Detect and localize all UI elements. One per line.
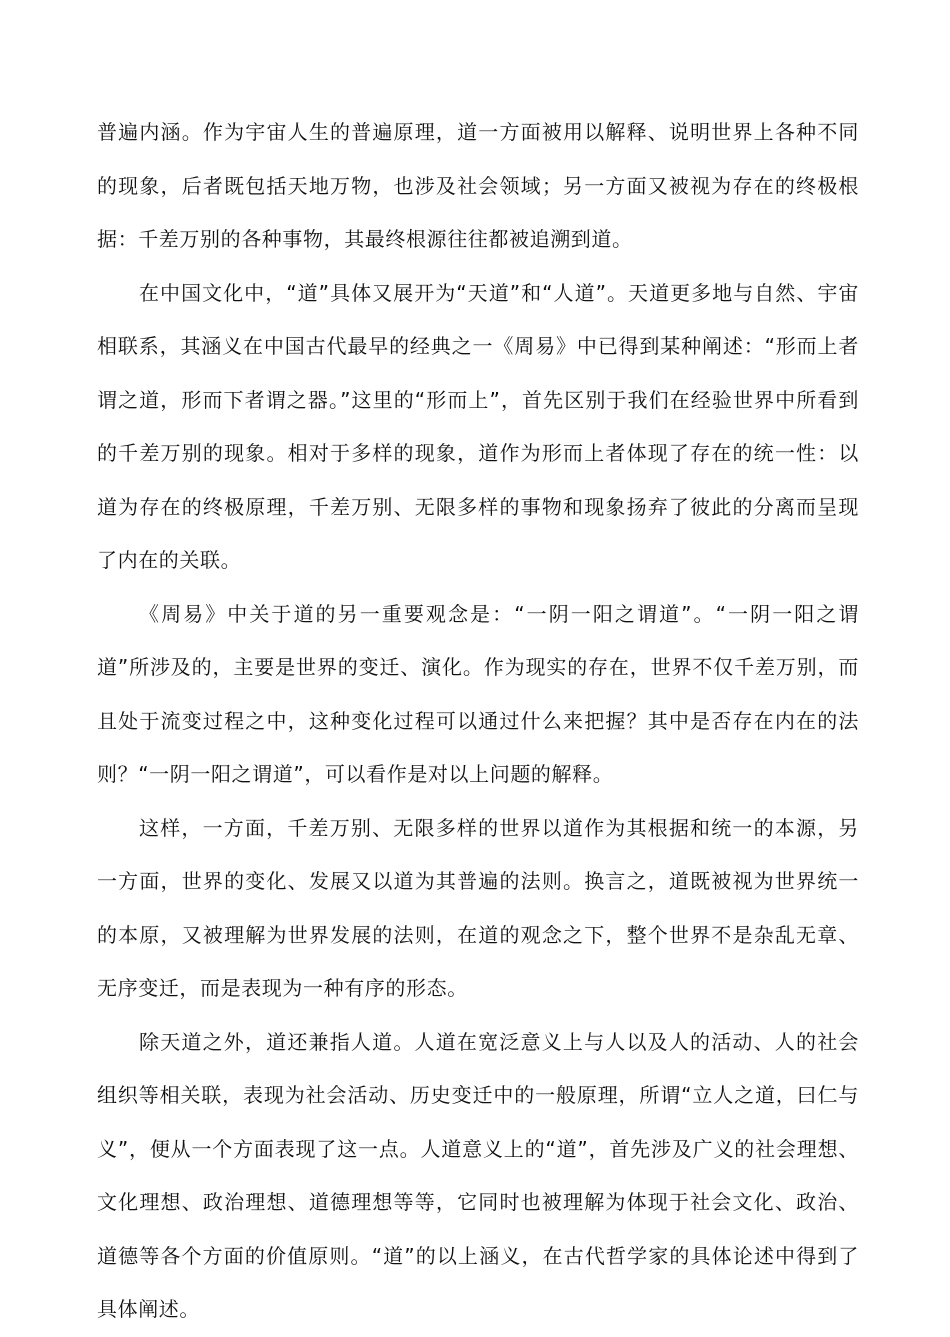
paragraph-3: 《周易》中关于道的另一重要观念是：“一阴一阳之谓道”。“一阴一阳之谓道”所涉及的，主要是世界的变迁、演化。作为现实的存在，世界不仅千差万别，而且处于流变过程之中，这种变化过程可以通过什么来把握？其中是否存在内在的法则？“一阴一阳之谓道”，可以看作是对以上问题的解释。 — [97, 601, 859, 786]
paragraph-4: 这样，一方面，千差万别、无限多样的世界以道作为其根据和统一的本源，另一方面，世界的变化、发展又以道为其普遍的法则。换言之，道既被视为世界统一的本原，又被理解为世界发展的法则，在道的观念之下，整个世界不是杂乱无章、无序变迁，而是表现为一种有序的形态。 — [97, 815, 859, 1000]
paragraph-2: 在中国文化中，“道”具体又展开为“天道”和“人道”。天道更多地与自然、宇宙相联系，其涵义在中国古代最早的经典之一《周易》中已得到某种阐述：“形而上者谓之道，形而下者谓之器。”这里的“形而上”，首先区别于我们在经验世界中所看到的千差万别的现象。相对于多样的现象，道作为形而上者体现了存在的统一性：以道为存在的终极原理，千差万别、无限多样的事物和现象扬弃了彼此的分离而呈现了内在的关联。 — [97, 280, 859, 572]
paragraph-5: 除天道之外，道还兼指人道。人道在宽泛意义上与人以及人的活动、人的社会组织等相关联，表现为社会活动、历史变迁中的一般原理，所谓“立人之道，曰仁与义”，便从一个方面表现了这一点。人道意义上的“道”，首先涉及广义的社会理想、文化理想、政治理想、道德理想等等，它同时也被理解为体现于社会文化、政治、道德等各个方面的价值原则。“道”的以上涵义，在古代哲学家的具体论述中得到了具体阐述。 — [97, 1029, 859, 1321]
document-body — [97, 106, 859, 1337]
paragraph-1: 普遍内涵。作为宇宙人生的普遍原理，道一方面被用以解释、说明世界上各种不同的现象，后者既包括天地万物，也涉及社会领域；另一方面又被视为存在的终极根据：千差万别的各种事物，其最终根源往往都被追溯到道。 — [97, 120, 859, 251]
